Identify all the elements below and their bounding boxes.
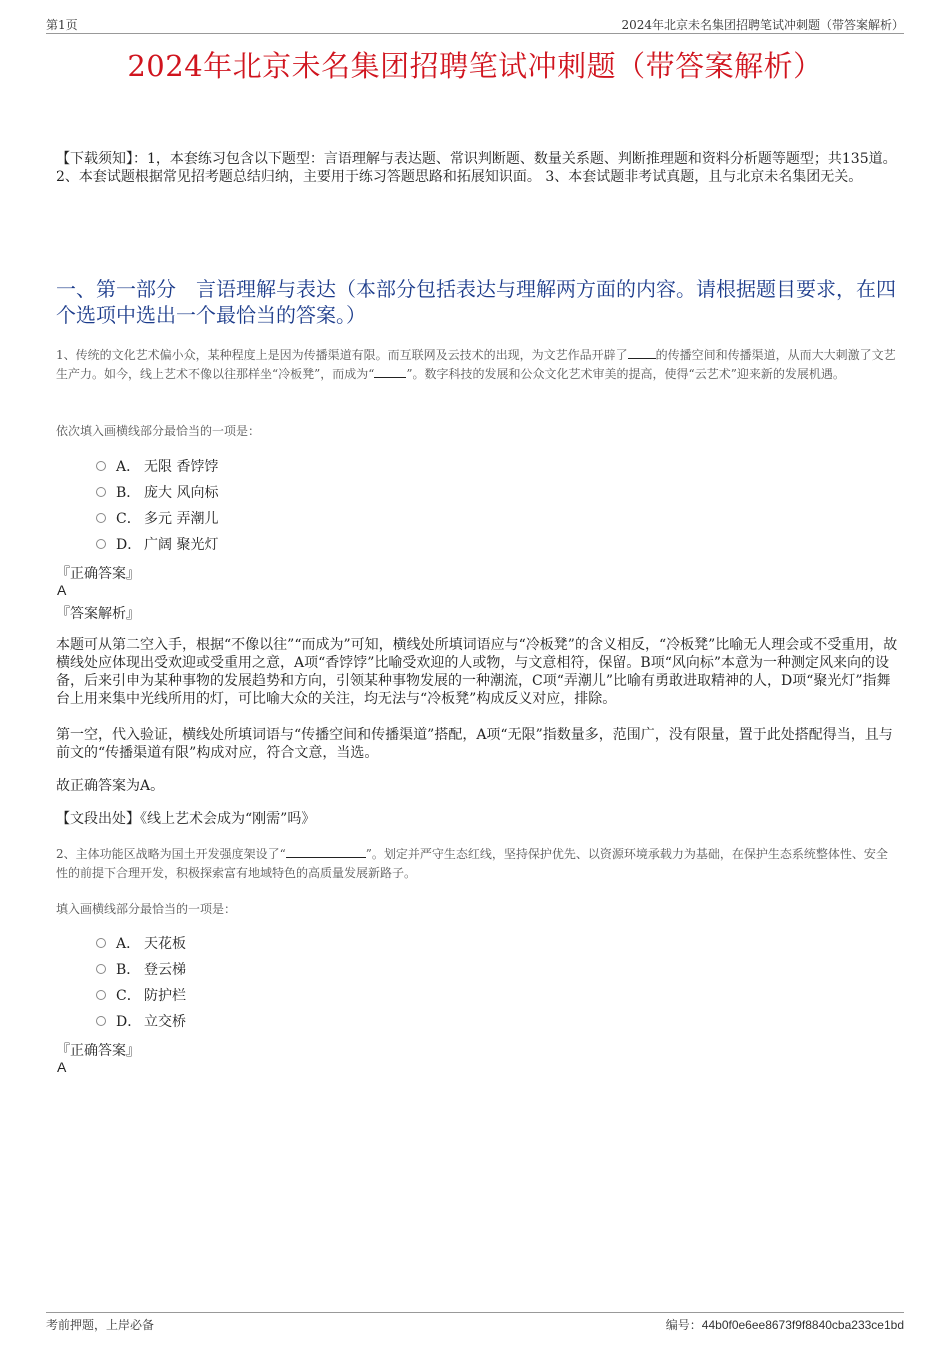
analysis-paragraph: 第一空，代入验证，横线处所填词语与“传播空间和传播渠道”搭配，A项“无限”指数量多，范围广，没有限量，置于此处搭配得当，且与前文的“传播渠道有限”构成对应，符合文意，当选。 (56, 727, 893, 761)
option-text: 防护栏 (144, 988, 186, 1004)
option-c[interactable] (96, 982, 186, 1008)
option-c[interactable] (96, 505, 218, 531)
option-text: 立交桥 (144, 1014, 186, 1030)
option-text: 庞大 风向标 (144, 485, 219, 501)
option-letter: A． (116, 936, 141, 952)
question-2-stem-part: ”。划定并严守生态红线，坚持保护优先、以资源环境承载力为基础，在保护生态系统整体性、安全性的前提下合理开发，积极探索富有地域特色的高质量发展新路子。 (56, 847, 888, 880)
document-code (666, 1316, 904, 1333)
footer-slogan: 考前押题，上岸必备 (46, 1318, 155, 1332)
question-1-stem-part: 1、传统的文化艺术偏小众，某种程度上是因为传播渠道有限。而互联网及云技术的出现，为文艺作品开辟了 (56, 348, 628, 362)
radio-button[interactable] (96, 1016, 106, 1026)
question-1-prompt: 依次填入画横线部分最恰当的一项是： (56, 424, 261, 438)
radio-button[interactable] (96, 513, 106, 523)
radio-button[interactable] (96, 938, 106, 948)
radio-button[interactable] (96, 539, 106, 549)
option-a[interactable] (96, 453, 218, 479)
radio-button[interactable] (96, 461, 106, 471)
code-label: 编号： (665, 1318, 702, 1332)
code-value: 44b0f0e6ee8673f9f8840cba233ce1bd (701, 1318, 904, 1332)
question-2-options (96, 930, 186, 1034)
question-2-prompt: 填入画横线部分最恰当的一项是： (56, 902, 237, 916)
option-letter: C． (116, 511, 141, 527)
question-1-stem-part: ”。数字科技的发展和公众文化艺术审美的提高，使得“云艺术”迎来新的发展机遇。 (406, 367, 845, 381)
correct-answer: A (57, 1059, 67, 1075)
source-citation: 【文段出处】《线上艺术会成为“刚需”吗》 (56, 811, 316, 827)
question-2-stem-part: 2、主体功能区战略为国土开发强度架设了“ (56, 847, 286, 861)
document-title: 2024年北京未名集团招聘笔试冲刺题（带答案解析） (127, 49, 823, 83)
option-text: 无限 香饽饽 (144, 459, 219, 475)
page-number: 第1页 (46, 18, 78, 32)
option-text: 登云梯 (144, 962, 186, 978)
option-letter: B． (116, 485, 141, 501)
radio-button[interactable] (96, 990, 106, 1000)
running-header-title: 2024年北京未名集团招聘笔试冲刺题（带答案解析） (621, 18, 904, 32)
radio-button[interactable] (96, 487, 106, 497)
download-notice: 【下载须知】：1，本套练习包含以下题型：言语理解与表达题、常识判断题、数量关系题、判断推理题和资料分析题等题型；共135道。 2、本套试题根据常见招考题总结归纳，主要用于练习答题思路和拓展知识面。 3、本套试题非考试真题，且与北京未名集团无关。 (56, 151, 897, 185)
question-2-stem (56, 845, 898, 883)
section-heading: 一、第一部分 言语理解与表达（本部分包括表达与理解两方面的内容。请根据题目要求，在四个选项中选出一个最恰当的答案。） (56, 277, 896, 327)
option-b[interactable] (96, 479, 218, 505)
header-divider (46, 33, 904, 34)
correct-answer-label: 『正确答案』 (56, 566, 140, 582)
question-1-options (96, 453, 218, 557)
option-b[interactable] (96, 956, 186, 982)
correct-answer-label: 『正确答案』 (56, 1043, 140, 1059)
fill-blank (628, 346, 656, 359)
question-1-stem (56, 346, 898, 384)
option-text: 广阔 聚光灯 (144, 537, 219, 553)
option-d[interactable] (96, 531, 218, 557)
analysis-conclusion: 故正确答案为A。 (56, 778, 165, 794)
question-1-stem-part: 的传播空间和传播渠道，从而大大刺激了文艺生产力。如今，线上艺术不像以往那样坐“冷板凳”，而成为“ (56, 348, 896, 381)
option-letter: D． (116, 537, 142, 553)
fill-blank (374, 365, 406, 378)
fill-blank (286, 845, 366, 858)
option-text: 多元 弄潮儿 (144, 511, 219, 527)
analysis-label: 『答案解析』 (56, 606, 140, 622)
option-letter: A． (116, 459, 141, 475)
option-letter: D． (116, 1014, 142, 1030)
footer-divider (46, 1312, 904, 1313)
analysis-paragraph: 本题可从第二空入手，根据“不像以往”“而成为”可知，横线处所填词语应与“冷板凳”的含义相反，“冷板凳”比喻无人理会或不受重用，故横线处应体现出受欢迎或受重用之意，A项“香饽饽”比喻受欢迎的人或物，与文意相符，保留。B项“风向标”本意为一种测定风来向的设备，后来引申为某种事物的发展趋势和方向，引领某种事物发展的一种潮流，C项“弄潮儿”比喻有勇敢进取精神的人，D项“聚光灯”指舞台上用来集中光线所用的灯，可比喻大众的关注，均无法与“冷板凳”构成反义对应，排除。 (56, 637, 898, 707)
radio-button[interactable] (96, 964, 106, 974)
option-letter: B． (116, 962, 141, 978)
option-letter: C． (116, 988, 141, 1004)
option-a[interactable] (96, 930, 186, 956)
option-text: 天花板 (144, 936, 186, 952)
option-d[interactable] (96, 1008, 186, 1034)
correct-answer: A (57, 582, 67, 598)
